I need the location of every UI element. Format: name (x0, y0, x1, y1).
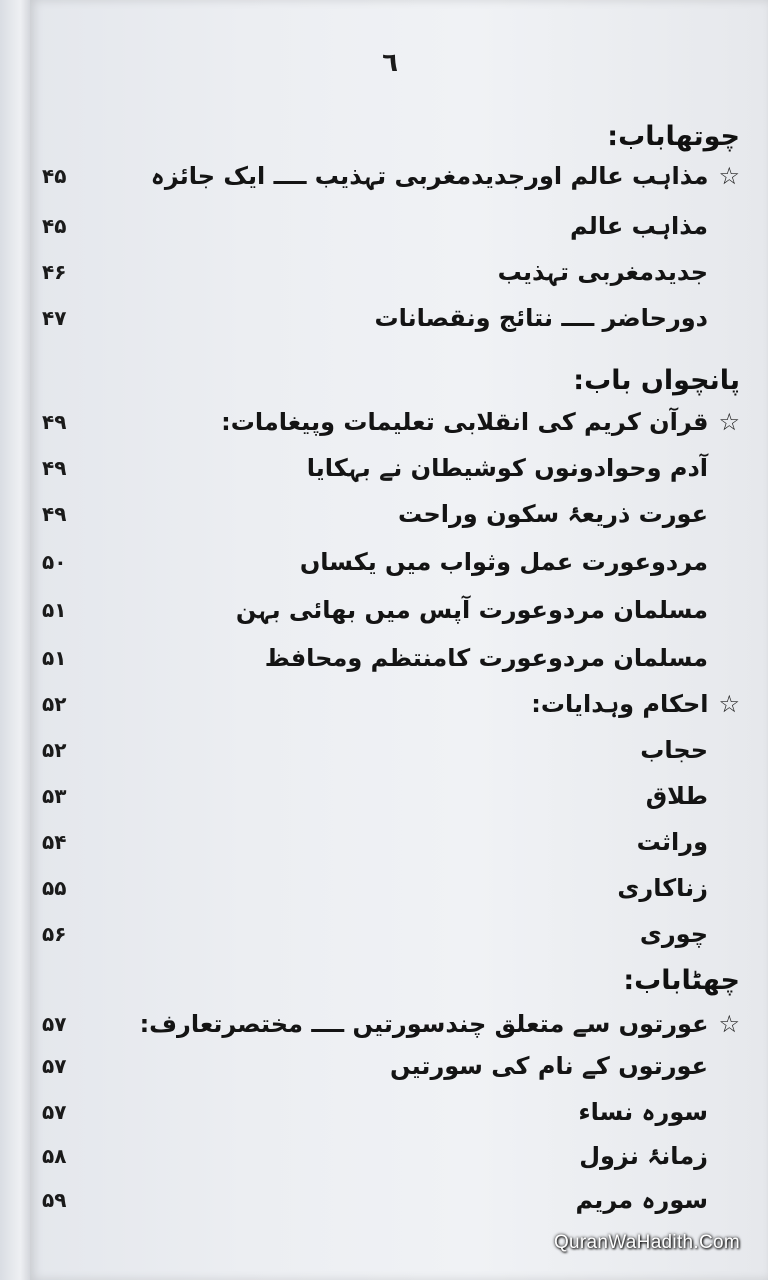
toc-entry-page: ۵۵ (42, 876, 67, 900)
chapter-heading-4 (42, 116, 740, 156)
toc-entry-title: دورحاضر ــــ نتائج ونقصانات (374, 304, 708, 332)
toc-entry (42, 402, 740, 442)
toc-entry (42, 638, 740, 678)
toc-entry-page: ۵۲ (42, 692, 67, 716)
toc-entry (42, 776, 740, 816)
toc-entry (42, 1046, 740, 1086)
toc-entry-title: حجاب (640, 736, 708, 764)
toc-entry-page: ۵۱ (42, 646, 67, 670)
toc-entry (42, 206, 740, 246)
toc-entry-title: وراثت (636, 828, 708, 856)
toc-entry-title: عورتوں سے متعلق چندسورتیں ــــ مختصرتعارف: (139, 1010, 709, 1038)
toc-entry-page: ۵۴ (42, 830, 67, 854)
star-outline-icon: ☆ (718, 690, 740, 718)
toc-entry-title: سورہ مریم (575, 1186, 708, 1214)
toc-entry-title: آدم وحوادونوں کوشیطان نے بہکایا (306, 454, 708, 482)
toc-entry (42, 914, 740, 954)
toc-entry-page: ۵۸ (42, 1144, 67, 1168)
toc-entry (42, 1004, 740, 1044)
toc-entry-page: ۴۹ (42, 502, 67, 526)
toc-entry (42, 494, 740, 534)
star-outline-icon: ☆ (718, 1010, 740, 1038)
toc-entry-page: ۵۷ (42, 1012, 67, 1036)
toc-entry (42, 156, 740, 196)
toc-entry-page: ۵۷ (42, 1054, 67, 1078)
toc-entry-page: ۴۵ (42, 164, 67, 188)
toc-entry-title: قرآن کریم کی انقلابی تعلیمات وپیغامات: (221, 408, 709, 436)
toc-entry (42, 252, 740, 292)
toc-entry-title: احکام وہدایات: (531, 690, 709, 718)
page-number: ٦ (382, 48, 398, 78)
toc-entry-page: ۵۲ (42, 738, 67, 762)
toc-entry-title: جدیدمغربی تہذیب (497, 258, 708, 286)
toc-entry (42, 1092, 740, 1132)
toc-entry-page: ۴۹ (42, 410, 67, 434)
toc-entry-page: ۵۷ (42, 1100, 67, 1124)
toc-entry-title: سورہ نساء (578, 1098, 708, 1126)
chapter-heading-5 (42, 360, 740, 400)
toc-entry-title: مذاہب عالم (569, 212, 708, 240)
toc-entry-page: ۵۱ (42, 598, 67, 622)
toc-entry-page: ۴۹ (42, 456, 67, 480)
toc-entry-title: زناکاری (617, 874, 708, 902)
toc-entry (42, 1136, 740, 1176)
toc-entry (42, 298, 740, 338)
toc-entry (42, 868, 740, 908)
toc-entry-title: طلاق (645, 782, 708, 810)
toc-entry-title: مردوعورت عمل وثواب میں یکساں (299, 548, 708, 576)
toc-entry-page: ۵۰ (42, 550, 67, 574)
toc-entry (42, 448, 740, 488)
toc-entry (42, 730, 740, 770)
book-page (30, 0, 768, 1280)
toc-entry-page: ۵۹ (42, 1188, 67, 1212)
toc-entry-title: مذاہب عالم اورجدیدمغربی تہذیب ــــ ایک جائزہ (150, 162, 709, 190)
toc-entry-title: مسلمان مردوعورت آپس میں بھائی بہن (235, 596, 708, 624)
site-watermark: QuranWaHadith.Com (553, 1232, 740, 1253)
toc-entry-title: عورت ذریعۂ سکون وراحت (398, 500, 708, 528)
toc-entry-title: چوری (639, 920, 708, 948)
toc-entry-page: ۴۵ (42, 214, 67, 238)
toc-entry (42, 542, 740, 582)
toc-entry (42, 822, 740, 862)
toc-entry (42, 1180, 740, 1220)
toc-entry (42, 684, 740, 724)
toc-entry-page: ۴۷ (42, 306, 67, 330)
toc-entry-page: ۵۶ (42, 922, 67, 946)
adjacent-page-edge (0, 0, 34, 1280)
chapter-4-title: چوتھاباب: (607, 120, 740, 152)
toc-entry-title: عورتوں کے نام کی سورتیں (390, 1052, 708, 1080)
chapter-6-title: چھٹاباب: (623, 964, 740, 996)
toc-entry-title: زمانۂ نزول (579, 1142, 708, 1170)
chapter-5-title: پانچواں باب: (573, 364, 740, 396)
chapter-heading-6 (42, 960, 740, 1000)
star-outline-icon: ☆ (718, 162, 740, 190)
toc-entry (42, 590, 740, 630)
toc-entry-title: مسلمان مردوعورت کامنتظم ومحافظ (264, 644, 708, 672)
star-outline-icon: ☆ (718, 408, 740, 436)
toc-entry-page: ۴۶ (42, 260, 67, 284)
toc-entry-page: ۵۳ (42, 784, 67, 808)
